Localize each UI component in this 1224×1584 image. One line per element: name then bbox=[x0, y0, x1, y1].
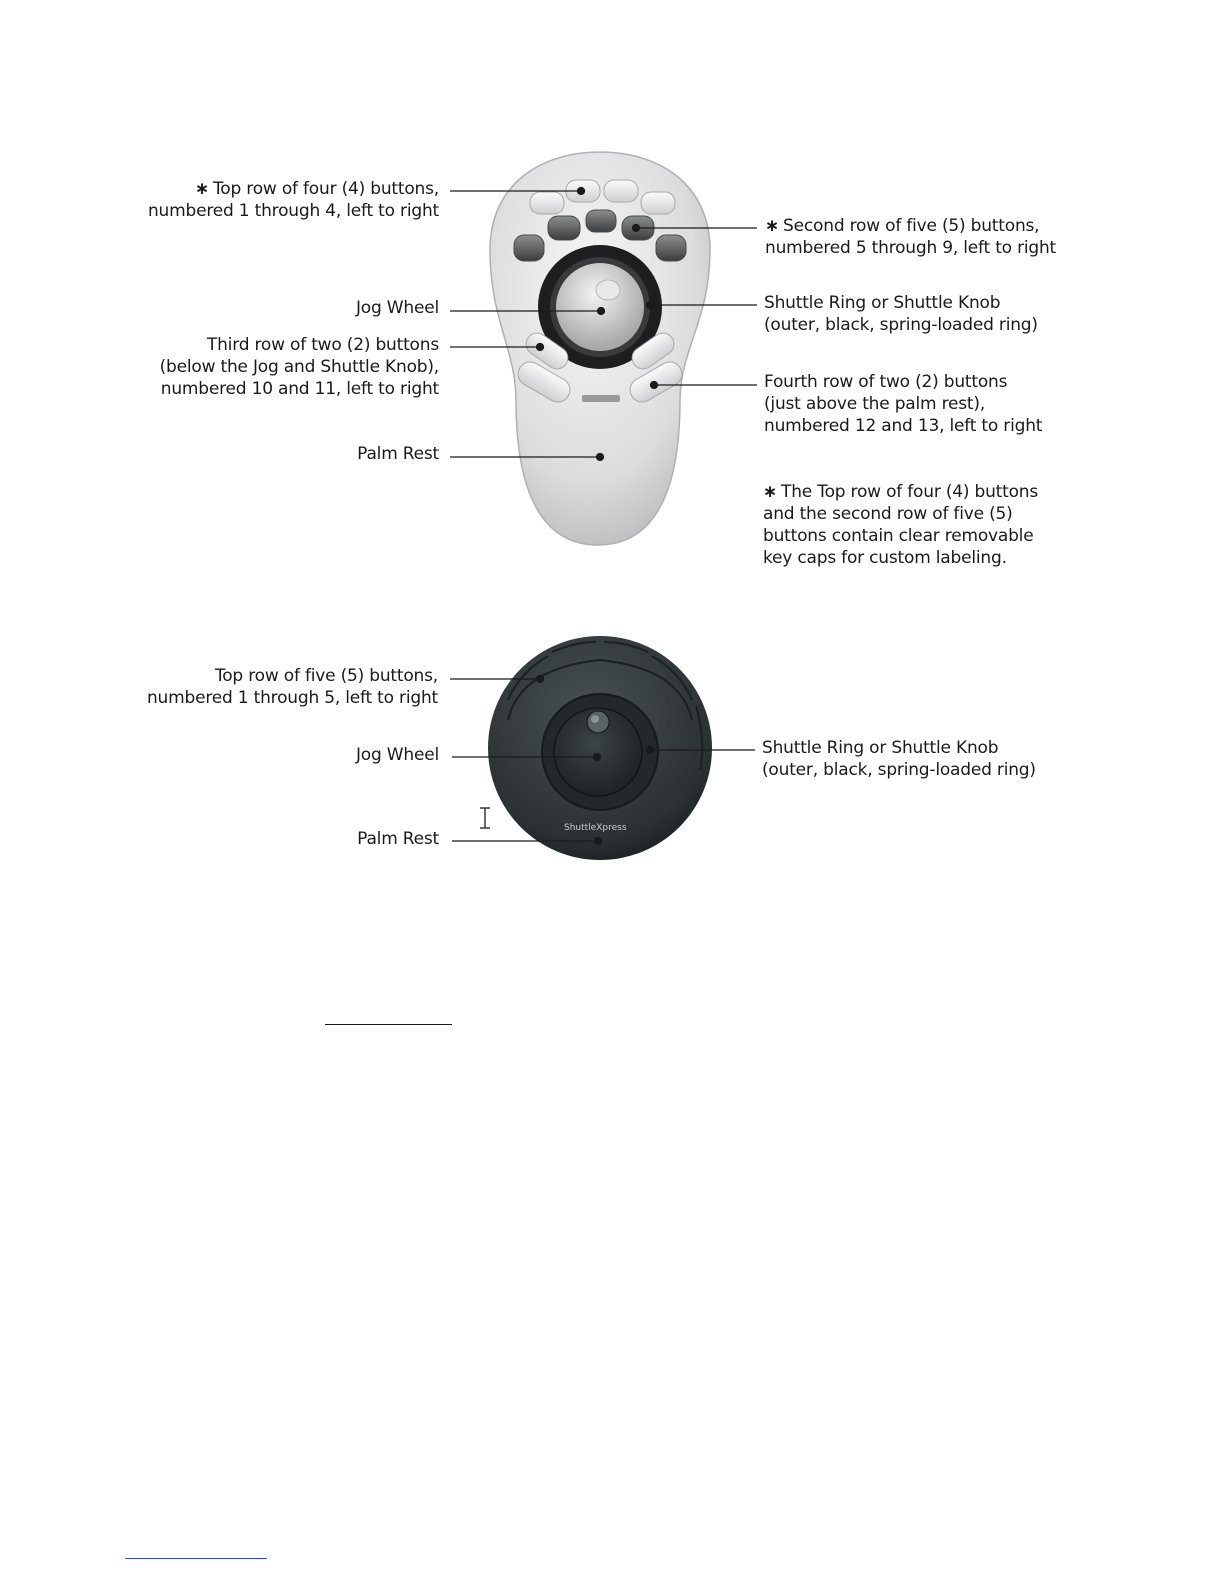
d1-fourth-row-line2: (just above the palm rest), bbox=[764, 394, 986, 414]
d1-top-row-line2: numbered 1 through 4, left to right bbox=[147, 201, 439, 221]
asterisk-icon: ∗ bbox=[765, 216, 780, 236]
shuttlexpress-device bbox=[488, 636, 712, 860]
device1-button-7 bbox=[586, 210, 616, 232]
device1-button-4 bbox=[641, 192, 675, 214]
d1-palm-rest-text: Palm Rest bbox=[357, 444, 439, 464]
d1-note-line3: buttons contain clear removable bbox=[763, 526, 1034, 546]
d1-note-line2: and the second row of five (5) bbox=[763, 504, 1013, 524]
device1-logo bbox=[582, 395, 620, 402]
d2-top-row-line2: numbered 1 through 5, left to right bbox=[146, 688, 438, 708]
d1-fourth-row-label bbox=[764, 371, 1042, 437]
device1-button-1 bbox=[530, 192, 564, 214]
d1-second-row-line1: Second row of five (5) buttons, bbox=[783, 216, 1040, 236]
device2-brand-text: ShuttleXpress bbox=[564, 823, 627, 833]
d2-shuttle-ring-line1: Shuttle Ring or Shuttle Knob bbox=[762, 738, 999, 758]
asterisk-icon: ∗ bbox=[763, 482, 778, 502]
d2-top-row-line1: Top row of five (5) buttons, bbox=[214, 666, 438, 686]
device2-jog-dimple bbox=[587, 711, 609, 733]
d1-palm-rest-label bbox=[357, 443, 439, 465]
d2-jog-wheel-label bbox=[356, 744, 439, 766]
device1-button-3 bbox=[604, 180, 638, 202]
device1-jog-dimple bbox=[596, 280, 620, 300]
device1-button-9 bbox=[656, 235, 686, 261]
d1-note-line1: The Top row of four (4) buttons bbox=[781, 482, 1039, 502]
separator-line bbox=[325, 1024, 452, 1025]
shuttlepro-device bbox=[490, 152, 710, 545]
d1-shuttle-ring-line2: (outer, black, spring-loaded ring) bbox=[764, 315, 1038, 335]
d1-note-label bbox=[763, 481, 1038, 569]
d1-shuttle-ring-line1: Shuttle Ring or Shuttle Knob bbox=[764, 293, 1001, 313]
d1-fourth-row-line3: numbered 12 and 13, left to right bbox=[764, 416, 1043, 436]
d1-fourth-row-line1: Fourth row of two (2) buttons bbox=[764, 372, 1008, 392]
d1-third-row-line2: (below the Jog and Shuttle Knob), bbox=[159, 357, 439, 377]
d2-shuttle-ring-line2: (outer, black, spring-loaded ring) bbox=[762, 760, 1036, 780]
device1-button-6 bbox=[548, 216, 580, 240]
d2-shuttle-ring-label bbox=[762, 737, 1036, 781]
d1-third-row-label bbox=[160, 334, 439, 400]
d1-shuttle-ring-label bbox=[764, 292, 1038, 336]
d1-second-row-line2: numbered 5 through 9, left to right bbox=[765, 238, 1057, 258]
footnote-separator-line bbox=[125, 1558, 267, 1559]
d2-palm-rest-text: Palm Rest bbox=[357, 829, 439, 849]
device2-jog-dimple-highlight bbox=[591, 715, 599, 723]
text-cursor-icon bbox=[480, 808, 490, 828]
d1-top-row-line1: Top row of four (4) buttons, bbox=[213, 179, 439, 199]
d1-note-line4: key caps for custom labeling. bbox=[763, 548, 1007, 568]
d2-top-row-label bbox=[147, 665, 438, 709]
device1-button-5 bbox=[514, 235, 544, 261]
d1-jog-wheel-label bbox=[356, 297, 439, 319]
d1-top-row-label bbox=[148, 178, 439, 222]
d1-jog-wheel-text: Jog Wheel bbox=[355, 298, 439, 318]
asterisk-icon: ∗ bbox=[194, 179, 210, 199]
d1-third-row-line3: numbered 10 and 11, left to right bbox=[160, 379, 439, 399]
d1-second-row-label bbox=[765, 215, 1056, 259]
d2-jog-wheel-text: Jog Wheel bbox=[355, 745, 439, 765]
d2-palm-rest-label bbox=[357, 828, 439, 850]
d1-third-row-line1: Third row of two (2) buttons bbox=[206, 335, 439, 355]
